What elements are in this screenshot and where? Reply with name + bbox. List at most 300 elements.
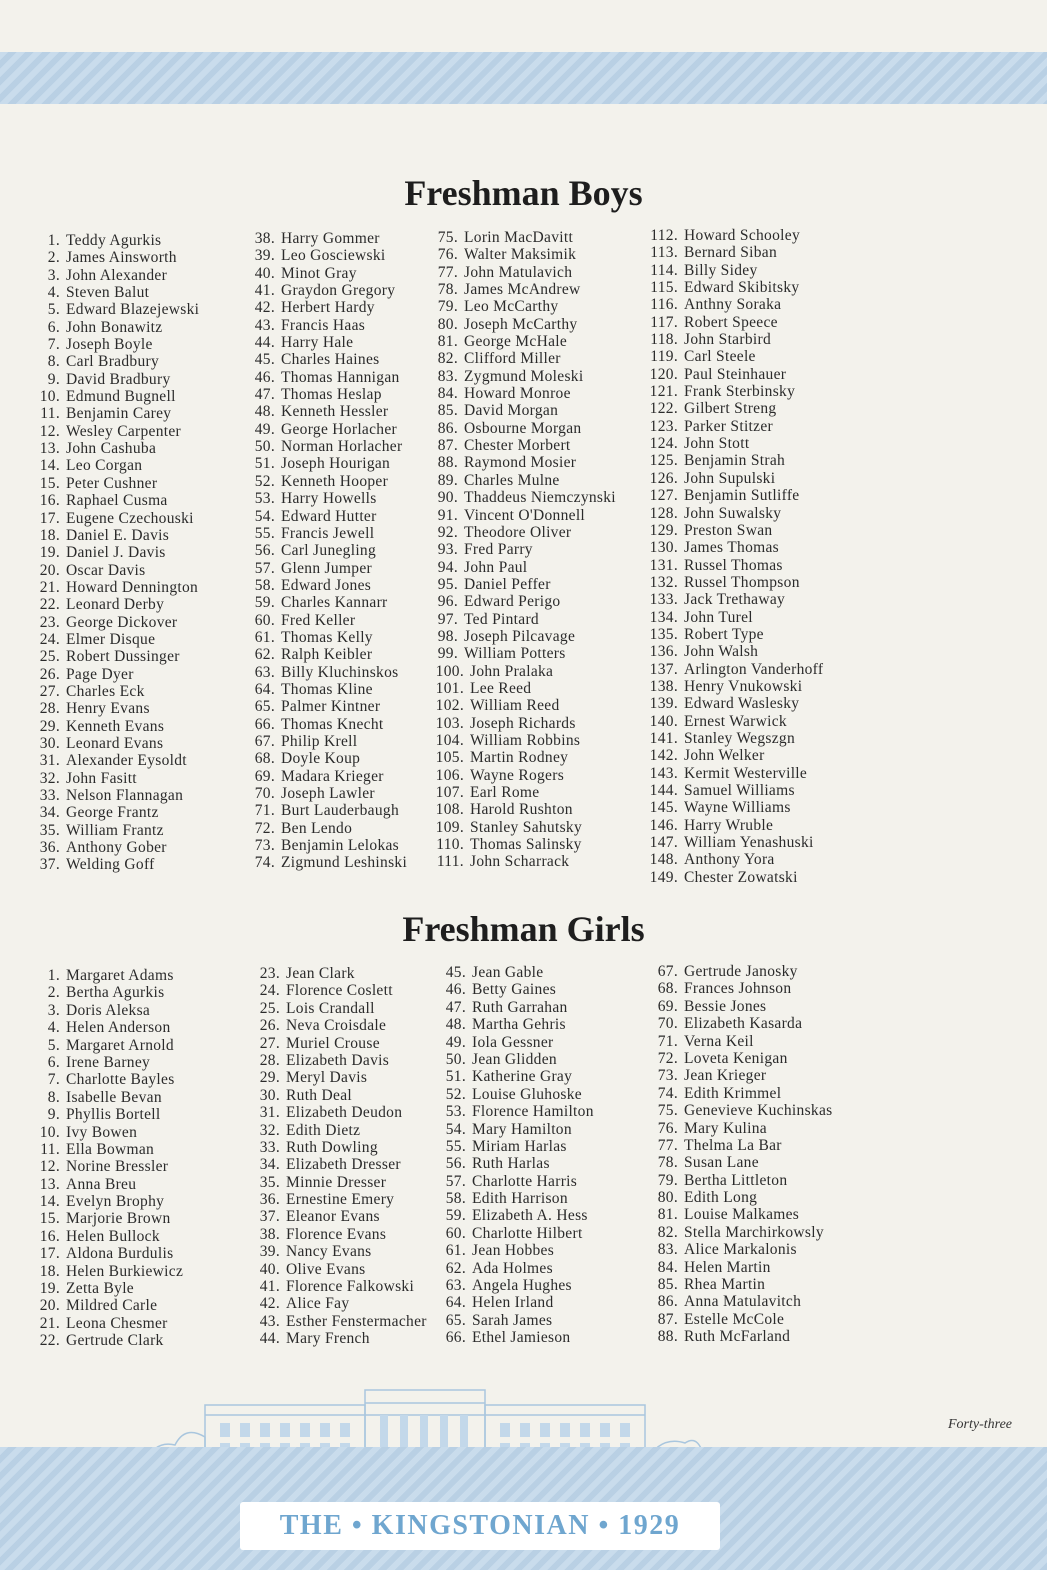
list-item-number: 125. (649, 452, 678, 470)
list-item-name: Harry Hale (281, 334, 354, 352)
list-item (30, 1245, 183, 1262)
list-item-number: 107. (435, 784, 464, 801)
list-item (30, 440, 199, 457)
boys-column-4 (642, 227, 823, 886)
list-item-name: Mary French (286, 1330, 370, 1348)
list-item-number: 27. (39, 682, 60, 700)
list-item-number: 28. (259, 1051, 280, 1069)
list-item-name: Leonard Evans (66, 734, 164, 752)
list-item (428, 715, 616, 732)
list-item-name: Anna Breu (66, 1175, 137, 1193)
list-item-name: Vincent O'Donnell (464, 506, 586, 524)
list-item-name: Ada Holmes (472, 1259, 553, 1277)
list-item-name: Lois Crandall (286, 999, 375, 1017)
list-item (642, 296, 823, 313)
list-item-number: 24. (259, 982, 280, 1000)
list-item-name: Norine Bressler (66, 1158, 169, 1176)
list-item (30, 735, 199, 752)
list-item (245, 542, 407, 559)
list-item-name: Edward Skibitsky (684, 279, 800, 297)
list-item (436, 1260, 594, 1277)
list-item-name: Thomas Hannigan (281, 368, 400, 386)
list-item (245, 265, 407, 282)
list-item (648, 1102, 832, 1119)
list-item (648, 1172, 832, 1189)
list-item-name: Thomas Knecht (281, 715, 384, 733)
list-item (245, 317, 407, 334)
list-item-name: Robert Speece (684, 313, 778, 331)
list-item-number: 85. (657, 1276, 678, 1294)
list-item-name: Osbourne Morgan (464, 419, 582, 437)
list-item-number: 68. (657, 980, 678, 998)
list-item-number: 87. (657, 1310, 678, 1328)
list-item-number: 36. (39, 839, 60, 857)
list-item-name: Ruth Harlas (472, 1155, 550, 1173)
list-item-number: 8. (47, 353, 60, 371)
list-item (648, 1085, 832, 1102)
list-item (648, 1241, 832, 1258)
freshman-boys-heading: Freshman Boys (404, 173, 643, 213)
list-item-number: 127. (649, 487, 678, 505)
list-item-name: Phyllis Bortell (66, 1106, 161, 1124)
list-item-name: Leo Corgan (66, 457, 143, 475)
list-item (30, 1176, 183, 1193)
list-item-name: Lorin MacDavitt (464, 229, 574, 246)
list-item-number: 78. (437, 281, 458, 299)
list-item (245, 577, 407, 594)
list-item (648, 1067, 832, 1084)
list-item (30, 1141, 183, 1158)
list-item (642, 661, 823, 678)
list-item-name: William Yenashuski (684, 834, 814, 852)
list-item-number: 11. (40, 1140, 60, 1158)
list-item-number: 109. (435, 818, 464, 836)
list-item-number: 59. (254, 594, 275, 612)
list-item (428, 732, 616, 749)
list-item-number: 126. (649, 469, 678, 487)
footer-yearbook-title: THE • KINGSTONIAN • 1929 (279, 1510, 681, 1541)
list-item (648, 1120, 832, 1137)
list-item (245, 733, 407, 750)
list-item-number: 88. (437, 454, 458, 472)
list-item (30, 984, 183, 1001)
list-item (30, 267, 199, 284)
list-item (642, 834, 823, 851)
list-item (245, 854, 407, 871)
list-item-number: 35. (259, 1173, 280, 1191)
list-item (250, 1313, 427, 1330)
list-item (648, 1189, 832, 1206)
list-item (648, 1224, 832, 1241)
list-item-name: Benjamin Carey (66, 405, 172, 423)
list-item-name: Jean Glidden (472, 1050, 557, 1068)
list-item (245, 768, 407, 785)
list-item (648, 1154, 832, 1171)
list-item-name: Bertha Agurkis (66, 984, 165, 1002)
list-item-number: 53. (445, 1103, 466, 1121)
list-item-name: Welding Goff (66, 856, 155, 874)
list-item (428, 246, 616, 263)
list-item-name: David Morgan (464, 402, 559, 420)
list-item-name: Thelma La Bar (684, 1136, 782, 1154)
list-item-number: 55. (254, 524, 275, 542)
list-item-name: Preston Swan (684, 521, 773, 539)
list-item-number: 80. (437, 315, 458, 333)
list-item-number: 23. (39, 613, 60, 631)
list-item-name: Billy Kluchinskos (281, 663, 399, 681)
list-item-number: 45. (445, 964, 466, 981)
list-item (250, 1000, 427, 1017)
list-item-name: Alice Markalonis (684, 1241, 797, 1259)
list-item (245, 664, 407, 681)
list-item (428, 420, 616, 437)
list-item-name: Robert Type (684, 625, 764, 643)
list-item-number: 128. (649, 504, 678, 522)
list-item-number: 124. (649, 435, 678, 453)
list-item-name: Carl Bradbury (66, 353, 160, 371)
list-item-name: Florence Coslett (286, 982, 393, 1000)
list-item-number: 75. (657, 1102, 678, 1120)
list-item-number: 14. (39, 457, 60, 475)
list-item (428, 559, 616, 576)
list-item (428, 402, 616, 419)
list-item-number: 5. (47, 1036, 60, 1054)
list-item-name: Ben Lendo (281, 819, 353, 837)
list-item (250, 1191, 427, 1208)
list-item-number: 54. (445, 1120, 466, 1138)
list-item (436, 1277, 594, 1294)
list-item (648, 963, 832, 980)
list-item (436, 1294, 594, 1311)
list-item-number: 52. (254, 472, 275, 490)
list-item-name: Ivy Bowen (66, 1123, 138, 1141)
list-item (250, 1069, 427, 1086)
list-item-name: Robert Dussinger (66, 648, 180, 666)
list-item-name: Edith Dietz (286, 1121, 361, 1139)
list-item (428, 645, 616, 662)
list-item (642, 383, 823, 400)
list-item-number: 101. (435, 679, 464, 697)
list-item-name: Edward Jones (281, 576, 372, 594)
list-item-name: Louise Gluhoske (472, 1085, 582, 1103)
list-item-name: John Fasitt (66, 769, 137, 787)
list-item-number: 9. (47, 370, 60, 388)
list-item (436, 1190, 594, 1207)
list-item-number: 26. (259, 1017, 280, 1035)
list-item (30, 1158, 183, 1175)
list-item-name: Aldona Burdulis (66, 1245, 174, 1263)
list-item-name: Burt Lauderbaugh (281, 802, 399, 820)
list-item-number: 47. (445, 998, 466, 1016)
list-item-name: Bernard Siban (684, 244, 778, 262)
list-item-number: 65. (254, 698, 275, 716)
list-item-name: John Supulski (684, 469, 776, 487)
list-item-name: Charles Eck (66, 682, 145, 700)
list-item-name: Henry Evans (66, 700, 150, 718)
list-item-number: 72. (254, 819, 275, 837)
list-item-number: 10. (39, 388, 60, 406)
list-item-name: Leonard Derby (66, 596, 165, 614)
list-item-number: 137. (649, 660, 678, 678)
list-item (245, 230, 407, 247)
list-item (245, 386, 407, 403)
list-item-number: 67. (254, 732, 275, 750)
list-item (642, 713, 823, 730)
list-item-name: Alice Fay (286, 1295, 350, 1313)
list-item (428, 229, 616, 246)
list-item (642, 279, 823, 296)
list-item (642, 817, 823, 834)
list-item (642, 851, 823, 868)
list-item (245, 508, 407, 525)
list-item-number: 64. (445, 1294, 466, 1312)
list-item-number: 79. (657, 1171, 678, 1189)
list-item-name: Muriel Crouse (286, 1034, 380, 1052)
list-item (30, 1263, 183, 1280)
list-item (30, 1124, 183, 1141)
list-item-number: 108. (435, 801, 464, 819)
list-item (250, 1122, 427, 1139)
list-item-number: 148. (649, 851, 678, 869)
list-item-number: 36. (259, 1191, 280, 1209)
list-item (245, 369, 407, 386)
list-item-number: 112. (650, 227, 678, 244)
list-item-name: Charles Mulne (464, 471, 560, 489)
top-decorative-band (0, 52, 1047, 104)
list-item-number: 31. (39, 752, 60, 770)
list-item-number: 58. (445, 1190, 466, 1208)
list-item (245, 629, 407, 646)
list-item (436, 1207, 594, 1224)
list-item-name: Mary Kulina (684, 1119, 767, 1137)
list-item (250, 982, 427, 999)
list-item-name: Susan Lane (684, 1154, 759, 1172)
list-item-name: Louise Malkames (684, 1206, 800, 1224)
list-item-name: John Turel (684, 608, 753, 626)
list-item-number: 117. (650, 313, 678, 331)
list-item-name: Ted Pintard (464, 610, 539, 628)
list-item-name: Gertrude Janosky (684, 963, 798, 980)
list-item-number: 74. (254, 854, 275, 872)
list-item (245, 698, 407, 715)
list-item-number: 41. (259, 1278, 280, 1296)
list-item-number: 88. (657, 1328, 678, 1346)
list-item-name: Teddy Agurkis (66, 232, 162, 249)
list-item-number: 84. (437, 385, 458, 403)
list-item (250, 1052, 427, 1069)
list-item-number: 37. (39, 856, 60, 874)
list-item-name: George Horlacher (281, 420, 397, 438)
list-item (30, 700, 199, 717)
list-item-name: George McHale (464, 333, 568, 351)
list-item (428, 350, 616, 367)
list-item-name: Glenn Jumper (281, 559, 372, 577)
list-item-name: Irene Barney (66, 1053, 151, 1071)
list-item (30, 1071, 183, 1088)
list-item-name: Edith Harrison (472, 1190, 568, 1208)
list-item (30, 579, 199, 596)
list-item (428, 472, 616, 489)
list-item-name: Margaret Adams (66, 967, 174, 984)
list-item (245, 594, 407, 611)
list-item-number: 17. (39, 509, 60, 527)
list-item-name: Edith Long (684, 1189, 758, 1207)
list-item-number: 119. (650, 348, 678, 366)
list-item (250, 1261, 427, 1278)
list-item-number: 40. (259, 1260, 280, 1278)
list-item-name: Harry Wruble (684, 816, 774, 834)
list-item-name: Katherine Gray (472, 1068, 573, 1086)
list-item-number: 56. (445, 1155, 466, 1173)
list-item-number: 51. (254, 455, 275, 473)
list-item-number: 73. (254, 837, 275, 855)
list-item-number: 133. (649, 591, 678, 609)
list-item (245, 490, 407, 507)
list-item-number: 100. (435, 662, 464, 680)
list-item-name: Verna Keil (684, 1032, 754, 1050)
list-item-number: 59. (445, 1207, 466, 1225)
list-item-name: Palmer Kintner (281, 698, 381, 716)
list-item-name: Charlotte Hilbert (472, 1224, 583, 1242)
list-item-name: Russel Thomas (684, 556, 783, 574)
list-item (30, 752, 199, 769)
list-item-number: 2. (47, 249, 60, 267)
list-item-name: Jean Hobbes (472, 1242, 555, 1260)
list-item-name: Francis Jewell (281, 524, 375, 542)
list-item-number: 2. (47, 984, 60, 1002)
list-item (428, 454, 616, 471)
list-item-number: 44. (254, 334, 275, 352)
list-item-number: 61. (254, 628, 275, 646)
list-item-name: Leo McCarthy (464, 298, 559, 316)
list-item (428, 489, 616, 506)
footer-banner (240, 1502, 720, 1550)
list-item-name: Elmer Disque (66, 630, 156, 648)
list-item-name: Nancy Evans (286, 1243, 372, 1261)
list-item-name: Anthny Soraka (684, 296, 782, 314)
boys-column-2 (245, 230, 407, 872)
list-item-number: 51. (445, 1068, 466, 1086)
list-item-number: 144. (649, 782, 678, 799)
list-item-number: 103. (435, 714, 464, 732)
list-item-number: 26. (39, 665, 60, 683)
list-item-number: 17. (39, 1245, 60, 1263)
girls-column-4 (648, 963, 832, 1346)
list-item (428, 628, 616, 645)
list-item-number: 115. (650, 279, 678, 297)
list-item-number: 44. (259, 1330, 280, 1348)
list-item (648, 1206, 832, 1223)
list-item-name: Thomas Kline (281, 680, 373, 698)
list-item-name: Mildred Carle (66, 1297, 158, 1315)
list-item-name: Stella Marchirkowsly (684, 1223, 824, 1241)
list-item-number: 110. (436, 836, 464, 854)
list-item (250, 1295, 427, 1312)
list-item-number: 39. (254, 247, 275, 265)
list-item-name: Ralph Keibler (281, 646, 373, 664)
list-item-number: 95. (437, 575, 458, 593)
list-item (642, 331, 823, 348)
list-item-number: 63. (445, 1277, 466, 1295)
list-item-number: 123. (649, 417, 678, 435)
list-item-name: Parker Stitzer (684, 417, 773, 435)
list-item (436, 1225, 594, 1242)
list-item-number: 62. (445, 1259, 466, 1277)
list-item-number: 46. (254, 368, 275, 386)
list-item-number: 66. (445, 1329, 466, 1347)
list-item (428, 611, 616, 628)
list-item-name: John Stott (684, 435, 750, 453)
list-item-name: Howard Dennington (66, 578, 199, 596)
list-item-name: Joseph Hourigan (281, 455, 391, 473)
list-item-number: 69. (254, 767, 275, 785)
list-item (642, 730, 823, 747)
list-item-name: Zetta Byle (66, 1280, 134, 1298)
list-item-name: Olive Evans (286, 1260, 366, 1278)
list-item (428, 853, 616, 870)
list-item-number: 57. (254, 559, 275, 577)
list-item (428, 264, 616, 281)
list-item-number: 86. (657, 1293, 678, 1311)
list-item-name: Ruth Deal (286, 1086, 352, 1104)
list-item-number: 49. (445, 1033, 466, 1051)
list-item-number: 104. (435, 731, 464, 749)
list-item-name: Eleanor Evans (286, 1208, 380, 1226)
list-item-number: 25. (39, 648, 60, 666)
list-item-number: 31. (259, 1104, 280, 1122)
list-item-name: Earl Rome (470, 784, 540, 801)
list-item-number: 11. (40, 405, 60, 423)
list-item-name: Kenneth Hessler (281, 403, 389, 421)
list-item (245, 525, 407, 542)
list-item-name: Jean Gable (472, 964, 544, 981)
list-item (428, 663, 616, 680)
list-item-name: Ruth McFarland (684, 1328, 791, 1346)
list-item-name: George Frantz (66, 804, 159, 822)
list-item-number: 34. (259, 1156, 280, 1174)
list-item (428, 576, 616, 593)
list-item-name: Benjamin Lelokas (281, 837, 400, 855)
list-item-name: Gertrude Clark (66, 1332, 164, 1350)
list-item (245, 750, 407, 767)
list-item (642, 348, 823, 365)
list-item (245, 473, 407, 490)
list-item-name: Florence Falkowski (286, 1278, 415, 1296)
list-item-name: Joseph Boyle (66, 336, 153, 354)
list-item (642, 869, 823, 886)
list-item-number: 20. (39, 1297, 60, 1315)
list-item (245, 785, 407, 802)
list-item-name: Peter Cushner (66, 474, 158, 492)
list-item-name: Leo Gosciewski (281, 247, 386, 265)
list-item-number: 93. (437, 541, 458, 559)
list-item-number: 49. (254, 420, 275, 438)
list-item-number: 90. (437, 489, 458, 507)
list-item-name: William Frantz (66, 821, 164, 839)
list-item-number: 8. (47, 1088, 60, 1106)
list-item-name: Madara Krieger (281, 767, 384, 785)
list-item-number: 33. (39, 787, 60, 804)
list-item-name: Howard Schooley (684, 227, 800, 244)
list-item-name: John Starbird (684, 331, 771, 349)
list-item-name: Joseph McCarthy (464, 315, 578, 333)
list-item (30, 1193, 183, 1210)
list-item-name: Rhea Martin (684, 1276, 766, 1294)
list-item-name: Marjorie Brown (66, 1210, 171, 1228)
list-item-name: Anna Matulavitch (684, 1293, 802, 1311)
list-item (428, 298, 616, 315)
list-item-name: Harry Howells (281, 490, 377, 508)
